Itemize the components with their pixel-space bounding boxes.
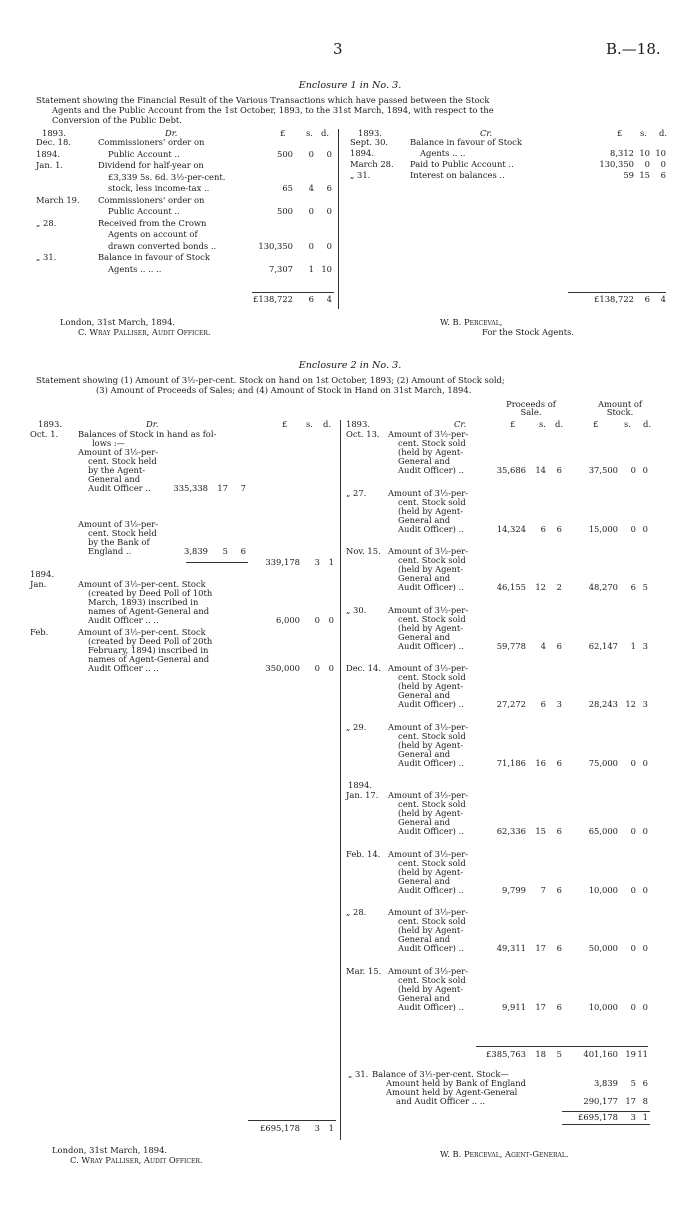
enc2-dr-sub2-line: England .. <box>88 546 132 556</box>
enc2-dr-jan-pence: 0 <box>328 615 334 625</box>
enc2-cr-proceeds-shillings: 17 <box>535 1001 546 1012</box>
enc2-cr-proceeds-shillings: 4 <box>540 640 546 651</box>
enc1-sign-place-date: London, 31st March, 1894. <box>60 317 176 327</box>
enc2-dr-sub1-line: Audit Officer .. <box>88 483 151 493</box>
enc1-cr-total-pounds: £138,722 <box>594 294 634 304</box>
enc2-cr-entry-text: (held by Agent- <box>398 808 464 818</box>
enc2-dr-feb-date: Feb. <box>30 627 49 637</box>
enc2-cr-proceeds-pounds: 27,272 <box>496 699 526 709</box>
enc1-cr-amount-pence: 6 <box>660 170 666 180</box>
enc2-cr-proceeds-pence: 3 <box>556 699 562 709</box>
enc1-dr-date: Dec. 18. <box>36 137 72 147</box>
enc1-dr-year: 1893. <box>42 128 66 138</box>
enc1-dr-amount-pounds: 65 <box>282 183 293 193</box>
enc2-cr-subtotal-proceeds-pounds: £385,763 <box>486 1049 526 1059</box>
enc2-cr-entry-date: Jan. 17. <box>346 790 379 800</box>
enc2-cr-proceeds-shillings: 14 <box>535 465 546 475</box>
enc1-sign-perceval: W. B. Perceval, <box>440 317 503 327</box>
enc2-cr-stock-pence: 0 <box>642 757 648 768</box>
enc2-head-proceeds-2: Sale. <box>520 407 542 417</box>
enc2-cr-balance-2-pounds: 290,177 <box>583 1096 618 1106</box>
enc2-cr-entry-text: General and <box>398 514 451 525</box>
enc2-dr-year: 1893. <box>38 419 62 429</box>
enc1-dr-amount-shillings: 0 <box>308 240 314 251</box>
enc1-dr-amount-shillings: 1 <box>308 263 314 274</box>
enc1-dr-total-rule <box>252 292 334 293</box>
enc2-cr-entry-text: Amount of 3½-per- <box>388 848 469 859</box>
enc1-dr-total-pounds: £138,722 <box>253 294 293 304</box>
enc1-cr-date: Sept. 30. <box>350 137 389 147</box>
enc2-cr-total-pence: 1 <box>642 1112 648 1122</box>
enc2-cr-entry-text: Amount of 3½-per- <box>388 790 469 800</box>
enc1-dr-date: March 19. <box>36 194 80 205</box>
enc2-cr-entry-date: Nov. 15. <box>346 546 381 556</box>
enc2-cr-entry-text: Audit Officer) .. <box>398 582 464 592</box>
enc2-cr-stock-shillings: 12 <box>625 699 636 709</box>
enc2-cr-proceeds-pounds: 9,911 <box>502 1001 526 1012</box>
enc2-cr-entry-text: cent. Stock sold <box>398 555 466 565</box>
enc1-cr-amount-shillings: 10 <box>639 148 650 158</box>
enc2-dr-pence-head: d. <box>323 419 332 429</box>
enc1-dr-text: Commissioners' order on <box>98 137 205 147</box>
enc2-cr-stock-pence: 0 <box>642 1001 648 1012</box>
enc2-cr-stock-shillings: 0 <box>630 523 636 534</box>
enc1-dr-date: „ 31. <box>36 252 57 262</box>
enc1-dr-text: Received from the Crown <box>98 217 207 228</box>
enc2-cr-stock-shillings: 0 <box>630 943 636 953</box>
enc1-cr-text: Interest on balances .. <box>410 170 505 180</box>
enc2-cr-entry-text: Amount of 3½-per- <box>388 965 469 976</box>
enc2-cr-stock-pounds: 50,000 <box>588 943 618 953</box>
document-reference: B.—18. <box>606 40 661 58</box>
enc2-dr-sub1-pence: 7 <box>240 483 246 493</box>
enc2-cr-subtotal-stock-pence: 11 <box>637 1049 648 1059</box>
enc2-cr-entry-text: General and <box>398 631 451 642</box>
enc2-cr-stock-pence: 0 <box>642 826 648 836</box>
enc2-cr-entry-text: General and <box>398 875 451 886</box>
enc2-cr-balance-1-pounds: 3,839 <box>594 1078 618 1088</box>
enc2-cr-entry-text: General and <box>398 748 451 759</box>
enc1-cr-amount-shillings: 0 <box>644 159 650 169</box>
enc2-cr-total-pounds: £695,178 <box>578 1112 618 1122</box>
enc2-cr-subtotal-proceeds-shillings: 18 <box>535 1049 546 1059</box>
enc2-dr-year-1894: 1894. <box>30 569 54 579</box>
enc2-cr-stock-shillings: 1 <box>630 640 636 651</box>
enc2-cr-entry-text: cent. Stock sold <box>398 916 466 926</box>
enc1-cr-text: Balance in favour of Stock <box>410 137 522 147</box>
enc2-dr-total-pounds: £695,178 <box>260 1123 300 1133</box>
enc2-cr-proceeds-pence: 6 <box>556 640 562 651</box>
enc1-dr-shillings-head: s. <box>306 128 313 138</box>
enc2-dr-feb-line: Amount of 3½-per-cent. Stock <box>78 627 206 637</box>
enc2-cr-entry-text: General and <box>398 690 451 700</box>
enc2-dr-sub2-line: cent. Stock held <box>88 528 157 538</box>
enc2-cr-stock-pounds: 10,000 <box>588 884 618 895</box>
enc2-cr-stock-pence: 0 <box>642 943 648 953</box>
enc1-column-divider <box>338 129 339 309</box>
enclosure-1-statement-line-1: Statement showing the Financial Result of the Various Transactions which have passed between the Stock <box>36 95 490 105</box>
enc2-dr-oct-line-1: Balances of Stock in hand as fol- <box>78 429 217 439</box>
enc2-dr-oct-total-pounds: 339,178 <box>265 557 300 567</box>
enc2-head-amount-1: Amount of <box>598 399 642 409</box>
enc2-cr-stock-pence-head: d. <box>643 419 652 429</box>
enc1-dr-text: Commissioners' order on <box>98 194 205 205</box>
enc2-dr-sub1-line: General and <box>88 474 141 484</box>
enc2-cr-stock-pounds: 28,243 <box>588 699 618 709</box>
enc2-cr-entry-text: Audit Officer) .. <box>398 1001 464 1012</box>
enc2-dr-sub1-line: cent. Stock held <box>88 456 157 466</box>
enc2-dr-shillings-head: s. <box>306 419 313 429</box>
enc1-cr-pounds-head: £ <box>617 128 623 138</box>
enc2-dr-feb-pence: 0 <box>328 663 334 673</box>
enc1-dr-total-pence: 4 <box>326 294 332 304</box>
enc1-cr-date: 1894. <box>350 148 374 158</box>
enc2-cr-entry-text: (held by Agent- <box>398 681 464 691</box>
enc2-cr-entry-text: (held by Agent- <box>398 505 464 516</box>
enc2-cr-stock-pence: 3 <box>642 699 648 709</box>
enc2-dr-total-shillings: 3 <box>314 1123 320 1133</box>
enc2-head-proceeds-1: Proceeds of <box>506 399 556 409</box>
enc2-cr-entry-text: General and <box>398 456 451 466</box>
enc2-dr-feb-line: February, 1894) inscribed in <box>88 645 209 655</box>
enc2-cr-entry-text: cent. Stock sold <box>398 799 466 809</box>
enclosure-2-heading: Enclosure 2 in No. 3. <box>298 360 402 371</box>
enc2-cr-proceeds-shillings: 16 <box>535 757 546 768</box>
enc1-dr-text: Dividend for half-year on <box>98 160 204 170</box>
enc1-cr-amount-pounds: 130,350 <box>599 159 634 169</box>
enc1-dr-amount-pence: 0 <box>326 206 332 216</box>
enc2-cr-balance-2-shillings: 17 <box>625 1096 636 1106</box>
enc2-cr-balance-line-2: Amount held by Bank of England <box>386 1078 527 1088</box>
enclosure-1-heading: Enclosure 1 in No. 3. <box>298 80 402 91</box>
enc2-cr-balance-1-pence: 6 <box>642 1078 648 1088</box>
enc1-cr-amount-pence: 10 <box>655 148 666 158</box>
enc1-cr-text: Paid to Public Account .. <box>410 159 514 169</box>
enc2-head-amount-2: Stock. <box>606 407 634 417</box>
enc2-cr-entry-date: „ 29. <box>346 721 367 732</box>
enc2-dr-jan-line: Audit Officer .. .. <box>88 615 159 625</box>
enc2-dr-sub2-pence: 6 <box>240 546 246 556</box>
enc1-dr-pounds-head: £ <box>280 128 286 138</box>
enc2-dr-sub1-pounds: 335,338 <box>173 483 208 493</box>
enc2-dr-sub2-shillings: 5 <box>222 546 228 556</box>
enc2-cr-proceeds-pounds: 14,324 <box>496 523 526 534</box>
enc2-dr-pounds-head: £ <box>282 419 288 429</box>
enc1-cr-amount-shillings: 15 <box>639 170 650 180</box>
enc1-dr-text: Agents on account of <box>108 229 198 239</box>
enc1-sign-stock-agents: For the Stock Agents. <box>482 327 575 337</box>
enc2-cr-proceeds-shillings: 15 <box>535 826 546 836</box>
enc2-cr-entry-text: General and <box>398 817 451 827</box>
enc2-cr-entry-text: (held by Agent- <box>398 925 464 935</box>
enc2-cr-entry-date: Mar. 15. <box>346 965 382 976</box>
enc2-dr-feb-shillings: 0 <box>314 663 320 673</box>
enc2-cr-proceeds-pence: 6 <box>556 523 562 534</box>
enc2-cr-stock-pounds: 48,270 <box>588 582 618 592</box>
enc2-cr-entry-text: (held by Agent- <box>398 739 464 750</box>
enc2-cr-entry-text: Audit Officer) .. <box>398 640 464 651</box>
enc2-dr-jan-line: March, 1893) inscribed in <box>88 597 199 607</box>
enc2-cr-entry-text: Audit Officer) .. <box>398 465 464 475</box>
enc2-cr-proceeds-pounds: 71,186 <box>496 757 526 768</box>
enc1-sign-audit-officer: C. Wray Palliser, Audit Officer. <box>78 327 211 337</box>
enc2-cr-stock-pence: 0 <box>642 884 648 895</box>
enc1-cr-amount-pounds: 8,312 <box>610 148 634 158</box>
enc2-dr-sub2-pounds: 3,839 <box>184 546 208 556</box>
enc2-cr-entry-text: Amount of 3½-per- <box>388 721 469 732</box>
enc2-cr-entry-text: Amount of 3½-per- <box>388 429 469 439</box>
enc2-cr-proceeds-pence: 6 <box>556 757 562 768</box>
enc2-cr-stock-shillings: 0 <box>630 757 636 768</box>
enc1-cr-date: March 28. <box>350 159 394 169</box>
enc2-dr-feb-line: names of Agent-General and <box>88 654 210 664</box>
enc1-cr-year: 1893. <box>358 128 382 138</box>
enc2-cr-stock-pence: 0 <box>642 465 648 475</box>
enclosure-1-statement-line-3: Conversion of the Public Debt. <box>52 115 182 125</box>
enc2-cr-entry-text: Amount of 3½-per- <box>388 546 469 556</box>
enc2-cr-balance-1-shillings: 5 <box>630 1078 636 1088</box>
enc2-cr-proceeds-shillings: 12 <box>535 582 546 592</box>
enc2-cr-entry-text: Audit Officer) .. <box>398 943 464 953</box>
enc2-cr-proceeds-pounds: 9,799 <box>502 884 526 895</box>
enc2-dr-label: Dr. <box>146 419 159 429</box>
enc2-cr-proceeds-shillings: 7 <box>540 884 546 895</box>
enc2-cr-balance-line-4: and Audit Officer .. .. <box>396 1096 486 1106</box>
enc2-cr-total-rule <box>562 1124 650 1125</box>
enc2-cr-proceeds-shillings: 17 <box>535 943 546 953</box>
enc2-cr-balance-date: „ 31. <box>348 1069 369 1079</box>
enc2-cr-entry-text: General and <box>398 573 451 583</box>
enc1-dr-text: Public Account .. <box>108 206 180 216</box>
enc2-dr-sub2-line: Amount of 3½-per- <box>78 519 159 529</box>
enc2-dr-oct-total-shillings: 3 <box>314 557 320 567</box>
enc2-cr-stock-shillings: 0 <box>630 884 636 895</box>
enc2-cr-entry-text: (held by Agent- <box>398 447 464 457</box>
enc2-dr-oct-total-pence: 1 <box>328 557 334 567</box>
enc2-cr-stock-pounds: 15,000 <box>588 523 618 534</box>
enc2-cr-proceeds-pounds: 59,778 <box>496 640 526 651</box>
enc1-dr-amount-pounds: 500 <box>277 206 293 216</box>
enc2-dr-sub1-line: Amount of 3½-per- <box>78 447 159 457</box>
enc1-dr-text: £3,339 5s. 6d. 3½-per-cent. <box>108 171 226 182</box>
enc2-cr-balance-line-1: Balance of 3½-per-cent. Stock— <box>372 1069 509 1079</box>
enc1-cr-amount-pounds: 59 <box>623 170 634 180</box>
enc1-dr-text: Public Account .. <box>108 148 180 159</box>
enc1-dr-amount-pounds: 500 <box>277 148 293 159</box>
enc1-dr-date: 1894. <box>36 148 60 159</box>
enc2-cr-stock-pence: 3 <box>642 640 648 651</box>
enc2-cr-entry-text: General and <box>398 992 451 1003</box>
enc2-cr-entry-text: General and <box>398 934 451 944</box>
enc2-dr-oct-date: Oct. 1. <box>30 429 59 439</box>
enc2-cr-entry-date: Dec. 14. <box>346 663 382 673</box>
enc2-cr-stock-pounds: 62,147 <box>588 640 618 651</box>
enc2-cr-entry-text: cent. Stock sold <box>398 672 466 682</box>
enc2-cr-entry-text: cent. Stock sold <box>398 496 466 507</box>
enc2-cr-stock-shillings-head: s. <box>624 419 631 429</box>
enc2-cr-entry-text: cent. Stock sold <box>398 974 466 985</box>
enc2-dr-jan-line: Amount of 3½-per-cent. Stock <box>78 579 206 589</box>
enc2-cr-subtotal-proceeds-pence: 5 <box>556 1049 562 1059</box>
enclosure-2-statement-line-2: (3) Amount of Proceeds of Sales; and (4) Amount of Stock in Hand on 31st March, 1894. <box>96 385 472 395</box>
enc1-dr-text: Agents .. .. .. <box>108 263 162 274</box>
enc2-cr-proceeds-pounds-head: £ <box>510 419 516 429</box>
enc2-cr-proceeds-pence-head: d. <box>555 419 564 429</box>
enc2-cr-proceeds-pence: 6 <box>556 943 562 953</box>
enc1-dr-amount-shillings: 4 <box>308 183 314 193</box>
enc2-sign-place-date: London, 31st March, 1894. <box>52 1145 168 1155</box>
enc2-dr-jan-date: Jan. <box>30 579 47 589</box>
enc1-dr-amount-pounds: 7,307 <box>269 263 293 274</box>
enc2-cr-subtotal-stock-pounds: 401,160 <box>583 1049 618 1059</box>
enc2-column-divider <box>340 420 341 1140</box>
enc2-cr-proceeds-shillings: 6 <box>540 523 546 534</box>
enc2-dr-jan-line: names of Agent-General and <box>88 606 210 616</box>
enc2-dr-jan-pounds: 6,000 <box>276 615 300 625</box>
enc2-cr-year: 1893. <box>346 419 370 429</box>
enc2-cr-stock-pence: 5 <box>642 582 648 592</box>
enc2-cr-stock-shillings: 6 <box>630 582 636 592</box>
enclosure-1-statement-line-2: Agents and the Public Account from the 1st October, 1893, to the 31st March, 1894, with respect to the <box>52 105 494 115</box>
enc2-cr-entry-text: Audit Officer) .. <box>398 757 464 768</box>
enc2-cr-label: Cr. <box>454 419 467 429</box>
enc2-dr-oct-line-2: lows :— <box>92 438 126 448</box>
enc2-cr-balance-2-pence: 8 <box>642 1096 648 1106</box>
enc2-dr-jan-line: (created by Deed Poll of 10th <box>88 588 213 598</box>
enc1-dr-pence-head: d. <box>321 128 330 138</box>
enc2-cr-entry-text: cent. Stock sold <box>398 438 466 448</box>
enc1-cr-shillings-head: s. <box>640 128 647 138</box>
enc1-dr-text: Balance in favour of Stock <box>98 252 210 262</box>
enc1-dr-total-shillings: 6 <box>308 294 314 304</box>
enc2-dr-sub2-line: by the Bank of <box>88 537 150 547</box>
enc2-cr-entry-date: „ 28. <box>346 907 367 917</box>
enc2-cr-proceeds-pence: 6 <box>556 826 562 836</box>
enc2-cr-proceeds-pence: 6 <box>556 1001 562 1012</box>
enc1-dr-amount-pounds: 130,350 <box>258 240 293 251</box>
enc2-cr-entry-text: Audit Officer) .. <box>398 826 464 836</box>
enc2-cr-stock-shillings: 0 <box>630 465 636 475</box>
enc2-cr-stock-shillings: 0 <box>630 1001 636 1012</box>
enc2-cr-stock-pounds: 75,000 <box>588 757 618 768</box>
enc1-dr-amount-shillings: 0 <box>308 148 314 159</box>
enc2-cr-stock-pounds: 65,000 <box>588 826 618 836</box>
enc2-cr-proceeds-pounds: 35,686 <box>496 465 526 475</box>
enc2-dr-sub-rule <box>186 562 248 563</box>
enc1-dr-amount-pence: 6 <box>326 183 332 193</box>
enc1-cr-date: „ 31. <box>350 170 371 180</box>
enc1-cr-text: Agents .. .. <box>420 148 466 158</box>
enc2-cr-entry-date: Oct. 13. <box>346 429 380 439</box>
enc1-dr-amount-pence: 0 <box>326 148 332 159</box>
enc2-dr-sub1-shillings: 17 <box>217 483 228 493</box>
enc2-cr-entry-text: Audit Officer) .. <box>398 523 464 534</box>
enc2-cr-subtotal-stock-shillings: 19 <box>625 1049 636 1059</box>
enc1-cr-label: Cr. <box>480 128 493 138</box>
enc2-dr-sub1-line: by the Agent- <box>88 465 146 475</box>
enc1-dr-amount-pence: 0 <box>326 240 332 251</box>
enc2-dr-feb-line: Audit Officer .. .. <box>88 663 159 673</box>
enc2-dr-total-rule <box>248 1120 336 1121</box>
enc2-cr-stock-pounds: 10,000 <box>588 1001 618 1012</box>
enc2-sign-agent-general: W. B. Perceval, Agent-General. <box>440 1149 569 1159</box>
enc2-cr-proceeds-pounds: 62,336 <box>496 826 526 836</box>
enc2-cr-proceeds-pence: 6 <box>556 465 562 475</box>
enc2-cr-entry-text: Amount of 3½-per- <box>388 604 469 615</box>
enc2-cr-entry-date: „ 30. <box>346 604 367 615</box>
enc2-cr-entry-text: cent. Stock sold <box>398 613 466 624</box>
enc1-dr-amount-shillings: 0 <box>308 206 314 216</box>
enc2-dr-jan-shillings: 0 <box>314 615 320 625</box>
enc2-cr-entry-text: cent. Stock sold <box>398 730 466 741</box>
enc2-cr-proceeds-pence: 6 <box>556 884 562 895</box>
enc2-cr-proceeds-shillings: 6 <box>540 699 546 709</box>
enc2-cr-balance-line-3: Amount held by Agent-General <box>386 1087 518 1097</box>
page-number: 3 <box>333 40 343 58</box>
enc2-cr-subtotal-rule <box>476 1046 648 1047</box>
enc2-cr-entry-text: Audit Officer) .. <box>398 699 464 709</box>
enc2-cr-stock-shillings: 0 <box>630 826 636 836</box>
enc2-cr-entry-text: (held by Agent- <box>398 983 464 994</box>
enc2-cr-total-shillings: 3 <box>630 1112 636 1122</box>
enc2-cr-entry-text: (held by Agent- <box>398 564 464 574</box>
enc2-cr-entry-text: Amount of 3½-per- <box>388 663 469 673</box>
enc2-cr-entry-text: (held by Agent- <box>398 866 464 877</box>
enc2-cr-entry-date: „ 27. <box>346 487 367 498</box>
enc2-cr-entry-text: (held by Agent- <box>398 622 464 633</box>
enc2-cr-stock-pence: 0 <box>642 523 648 534</box>
enc2-sign-audit-officer: C. Wray Palliser, Audit Officer. <box>70 1155 203 1165</box>
enc1-cr-total-pence: 4 <box>660 294 666 304</box>
enc2-cr-year-1894: 1894. <box>348 780 372 790</box>
enc2-cr-entry-text: Amount of 3½-per- <box>388 907 469 917</box>
enc2-cr-entry-date: Feb. 14. <box>346 848 381 859</box>
enc1-cr-pence-head: d. <box>659 128 668 138</box>
enc2-cr-stock-pounds-head: £ <box>593 419 599 429</box>
enc2-cr-proceeds-pounds: 49,311 <box>496 943 526 953</box>
enc1-dr-text: drawn converted bonds .. <box>108 240 217 251</box>
enclosure-2-statement-line-1: Statement showing (1) Amount of 3½-per-cent. Stock on hand on 1st October, 1893; (2) Amount of Stock sold; <box>36 375 505 385</box>
enc2-dr-total-pence: 1 <box>328 1123 334 1133</box>
enc2-dr-feb-line: (created by Deed Poll of 20th <box>88 636 213 646</box>
enc2-cr-proceeds-pounds: 46,155 <box>496 582 526 592</box>
enc1-dr-date: „ 28. <box>36 217 57 228</box>
enc1-dr-amount-pence: 10 <box>321 263 332 274</box>
enc1-cr-total-shillings: 6 <box>644 294 650 304</box>
enc1-dr-text: stock, less income-tax .. <box>108 183 210 193</box>
enc1-cr-amount-pence: 0 <box>660 159 666 169</box>
enc2-cr-proceeds-pence: 2 <box>556 582 562 592</box>
enc2-dr-feb-pounds: 350,000 <box>265 663 300 673</box>
enc1-dr-date: Jan. 1. <box>36 160 64 170</box>
enc2-cr-proceeds-shillings-head: s. <box>539 419 546 429</box>
enc2-cr-entry-text: cent. Stock sold <box>398 857 466 868</box>
enc1-dr-label: Dr. <box>165 128 178 138</box>
enc2-cr-stock-pounds: 37,500 <box>588 465 618 475</box>
enc1-cr-total-rule <box>568 292 666 293</box>
enc2-cr-entry-text: Amount of 3½-per- <box>388 487 469 498</box>
enc2-cr-entry-text: Audit Officer) .. <box>398 884 464 895</box>
